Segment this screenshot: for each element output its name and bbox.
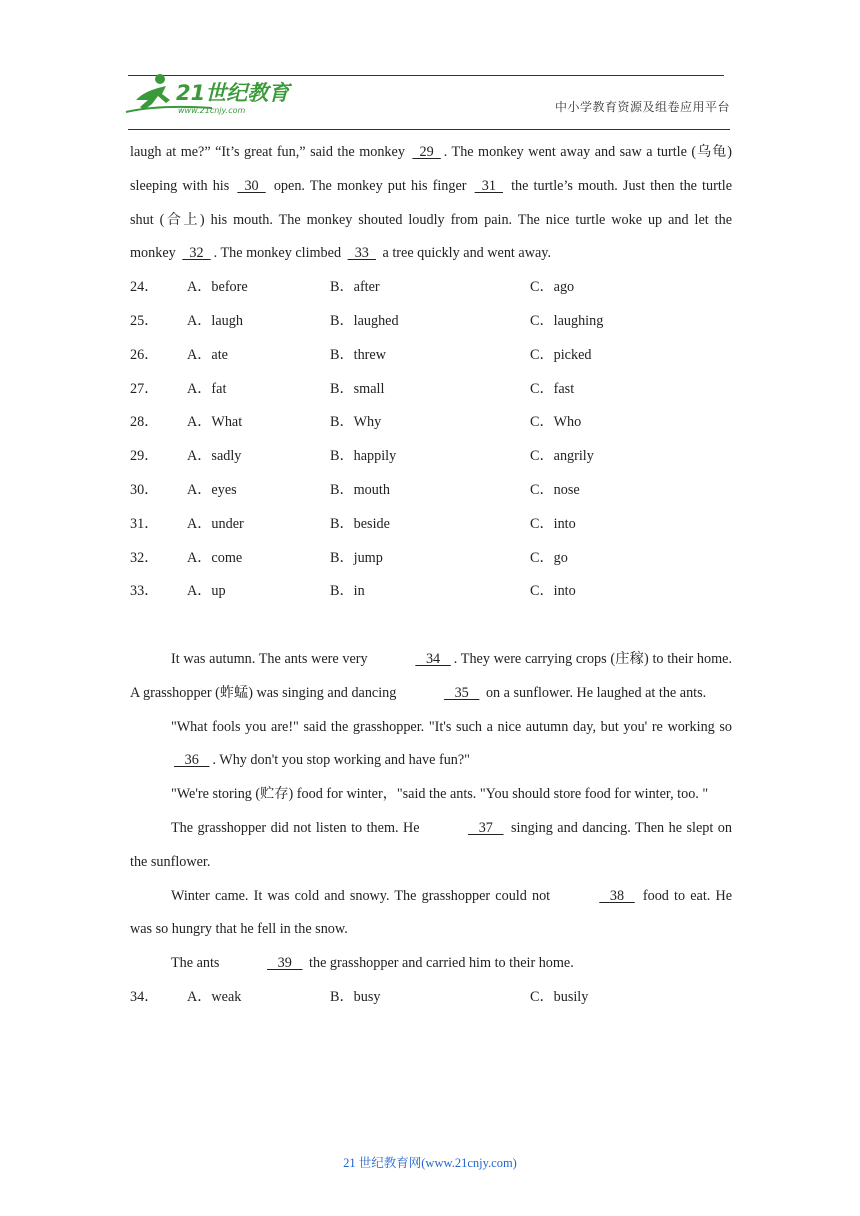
blank-30: 30: [237, 177, 266, 194]
option-c: C．into: [530, 583, 576, 600]
options-list-1: [130, 271, 732, 609]
passage2-paragraph-3: "We're storing (贮存) food for winter，"said the ants. "You should store food for winter, too. ": [171, 786, 709, 803]
option-b: B．jump: [330, 549, 383, 566]
option-row: 25． A．laugh B．laughed C．laughing: [130, 305, 732, 339]
option-b: B．small: [330, 380, 385, 397]
option-b: B．laughed: [330, 312, 399, 329]
option-row: 27． A．fat B．small C．fast: [130, 373, 732, 407]
option-a: A．eyes: [187, 481, 237, 498]
option-b: B．beside: [330, 515, 390, 532]
option-row: 33． A．up B．in C．into: [130, 575, 732, 609]
option-c: C．fast: [530, 380, 575, 397]
option-c: C．nose: [530, 481, 580, 498]
option-a: A．before: [187, 279, 248, 296]
passage2-paragraph-4: The grasshopper did not listen to them. He 37 singing and dancing. Then he slept on the sunflower.: [130, 812, 732, 880]
blank-34: 34: [415, 650, 451, 667]
blank-29: 29: [412, 144, 441, 160]
blank-38: 38: [599, 887, 635, 904]
option-b: B．busy: [330, 988, 381, 1005]
option-a: A．sadly: [187, 448, 242, 465]
logo: [122, 70, 292, 120]
header-rule-bottom: [128, 129, 730, 130]
passage2-paragraph-5: Winter came. It was cold and snowy. The grasshopper could not 38 food to eat. He was so hungry that he fell in the snow.: [130, 880, 732, 948]
section-gap: [130, 609, 732, 643]
option-c: C．go: [530, 549, 568, 566]
passage2-paragraph-1: It was autumn. The ants were very 34 . They were carrying crops (庄稼) to their home. A grasshopper (蚱蜢) was singing and dancing 35 on a sunflower. He laughed at the ants.: [130, 643, 732, 711]
page-footer: 21 世纪教育网(www.21cnjy.com): [343, 1156, 517, 1170]
option-a: A．up: [187, 583, 226, 600]
option-row: 29． A．sadly B．happily C．angrily: [130, 440, 732, 474]
option-a: A．What: [187, 414, 243, 431]
option-row: 34． A．weak B．busy C．busily: [130, 981, 732, 1015]
option-c: C．picked: [530, 346, 592, 363]
blank-36: 36: [174, 752, 210, 769]
blank-37: 37: [468, 819, 504, 836]
header-platform-text: 中小学教育资源及组卷应用平台: [554, 100, 730, 114]
options-list-2: [130, 981, 732, 1015]
blank-33: 33: [347, 245, 376, 262]
passage1-paragraph: laugh at me?” “It’s great fun,” said the monkey 29 . The monkey went away and saw a turtle (乌龟) sleeping with his 30 open. The monkey put his finger 31 the turtle’s mouth. Just then the turtle shut (合上) his mouth. The monkey shouted loudly from pain. The nice turtle woke up and let the monkey 32 . The monkey climbed 33 a tree quickly and went away.: [130, 136, 732, 271]
option-b: B．after: [330, 279, 380, 296]
option-a: A．laugh: [187, 312, 243, 329]
blank-39: 39: [267, 955, 303, 972]
option-row: 24． A．before B．after C．ago: [130, 271, 732, 305]
option-row: 31． A．under B．beside C．into: [130, 508, 732, 542]
option-row: 30． A．eyes B．mouth C．nose: [130, 474, 732, 508]
option-row: 32． A．come B．jump C．go: [130, 542, 732, 576]
option-a: A．come: [187, 549, 243, 566]
option-a: A．under: [187, 515, 244, 532]
option-a: A．ate: [187, 346, 228, 363]
logo-url: www.21cnjy.com: [178, 106, 246, 115]
logo-text: 21世纪教育: [176, 81, 290, 105]
page-content: [130, 136, 732, 1015]
option-c: C．Who: [530, 414, 582, 431]
option-c: C．busily: [530, 988, 589, 1005]
option-c: C．into: [530, 515, 576, 532]
blank-35: 35: [443, 684, 480, 701]
option-c: C．ago: [530, 279, 575, 296]
option-b: B．threw: [330, 346, 386, 363]
option-b: B．Why: [330, 414, 382, 431]
blank-31: 31: [474, 177, 503, 194]
option-b: B．happily: [330, 448, 397, 465]
passage2-paragraph-6: The ants 39 the grasshopper and carried him to their home.: [130, 947, 732, 981]
option-b: B．mouth: [330, 481, 390, 498]
option-c: C．laughing: [530, 312, 604, 329]
blank-32: 32: [182, 245, 211, 262]
option-b: B．in: [330, 583, 365, 600]
option-row: 26． A．ate B．threw C．picked: [130, 339, 732, 373]
passage2-paragraph-2: "What fools you are!" said the grasshopper. "It's such a nice autumn day, but you' re working so 36 . Why don't you stop working and have fun?": [130, 711, 732, 779]
option-row: 28． A．What B．Why C．Who: [130, 406, 732, 440]
option-a: A．fat: [187, 380, 227, 397]
option-a: A．weak: [187, 988, 242, 1005]
option-c: C．angrily: [530, 448, 594, 465]
